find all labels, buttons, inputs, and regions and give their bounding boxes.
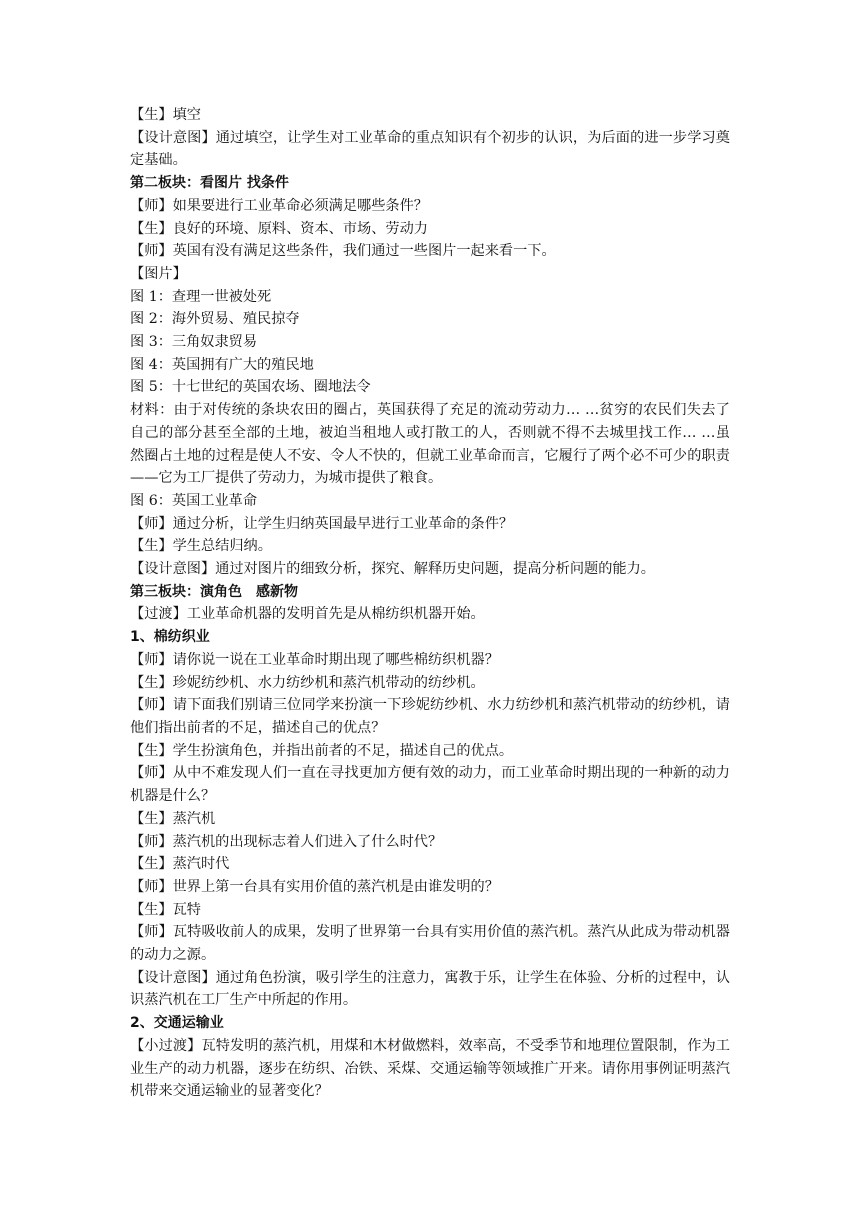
paragraph: 【师】请你说一说在工业革命时期出现了哪些棉纺织机器？ [130, 651, 499, 668]
paragraph: 【生】瓦特 [130, 901, 201, 918]
section-heading: 第三板块：演角色 感新物 [130, 583, 298, 600]
paragraph: 【师】瓦特吸收前人的成果，发明了世界第一台具有实用价值的蒸汽机。蒸汽从此成为带动机器的动力之源。 [130, 924, 730, 964]
paragraph: 【师】蒸汽机的出现标志着人们进入了什么时代？ [130, 833, 443, 850]
paragraph: 【师】通过分析，让学生归纳英国最早进行工业革命的条件？ [130, 515, 514, 532]
figure-item: 图 3：三角奴隶贸易 [130, 334, 258, 351]
figure-item: 图 6：英国工业革命 [130, 492, 258, 509]
paragraph: 【师】世界上第一台具有实用价值的蒸汽机是由谁发明的？ [130, 878, 499, 895]
subsection-heading: 1、棉纺织业 [130, 629, 210, 646]
paragraph: 【设计意图】通过填空，让学生对工业革命的重点知识有个初步的认识，为后面的进一步学习奠定基础。 [130, 129, 730, 169]
paragraph: 【生】学生总结归纳。 [130, 538, 272, 555]
figure-item: 图 1：查理一世被处死 [130, 288, 272, 305]
paragraph: 【生】学生扮演角色，并指出前者的不足，描述自己的优点。 [130, 742, 514, 759]
subsection-heading: 2、交通运输业 [130, 1015, 224, 1032]
paragraph: 【设计意图】通过对图片的细致分析，探究、解释历史问题，提高分析问题的能力。 [130, 561, 655, 578]
paragraph: 【师】请下面我们别请三位同学来扮演一下珍妮纺纱机、水力纺纱机和蒸汽机带动的纺纱机，请他们指出前者的不足，描述自己的优点？ [130, 697, 730, 736]
paragraph: 【生】良好的环境、原料、资本、市场、劳动力 [130, 220, 428, 237]
figure-item: 图 5：十七世纪的英国农场、圈地法令 [130, 379, 371, 396]
paragraph: 【师】从中不难发现人们一直在寻找更加方便有效的动力，而工业革命时期出现的一种新的动力机器是什么？ [130, 765, 730, 805]
document-body [130, 104, 730, 1103]
paragraph: 【生】蒸汽时代 [130, 856, 230, 873]
paragraph: 【过渡】工业革命机器的发明首先是从棉纺织机器开始。 [130, 606, 485, 623]
material-paragraph: 材料：由于对传统的条块农田的圈占，英国获得了充足的流动劳动力… …贫穷的农民们失去了自己的部分甚至全部的土地，被迫当租地人或打散工的人，否则就不得不去城里找工作… …虽然圈占土地的过程是使人不安、令人不快的，但就工业革命而言，它履行了两个必不可少的职责——它为工厂提供了劳动力，为城市提供了粮食。 [130, 402, 730, 487]
paragraph: 【图片】 [130, 265, 187, 282]
paragraph: 【师】如果要进行工业革命必须满足哪些条件？ [130, 197, 428, 214]
paragraph: 【小过渡】瓦特发明的蒸汽机，用煤和木材做燃料，效率高，不受季节和地理位置限制，作为工业生产的动力机器，逐步在纺织、冶铁、采煤、交通运输等领域推广开来。请你用事例证明蒸汽机带来交通运输业的显著变化？ [130, 1037, 730, 1100]
section-heading: 第二板块：看图片 找条件 [130, 175, 289, 192]
paragraph: 【师】英国有没有满足这些条件，我们通过一些图片一起来看一下。 [130, 243, 556, 260]
figure-item: 图 4：英国拥有广大的殖民地 [130, 356, 314, 373]
paragraph: 【生】填空 [130, 107, 201, 123]
paragraph: 【设计意图】通过角色扮演，吸引学生的注意力，寓教于乐，让学生在体验、分析的过程中，认识蒸汽机在工厂生产中所起的作用。 [130, 969, 730, 1009]
paragraph: 【生】珍妮纺纱机、水力纺纱机和蒸汽机带动的纺纱机。 [130, 674, 485, 691]
paragraph: 【生】蒸汽机 [130, 810, 216, 827]
figure-item: 图 2：海外贸易、殖民掠夺 [130, 311, 300, 328]
